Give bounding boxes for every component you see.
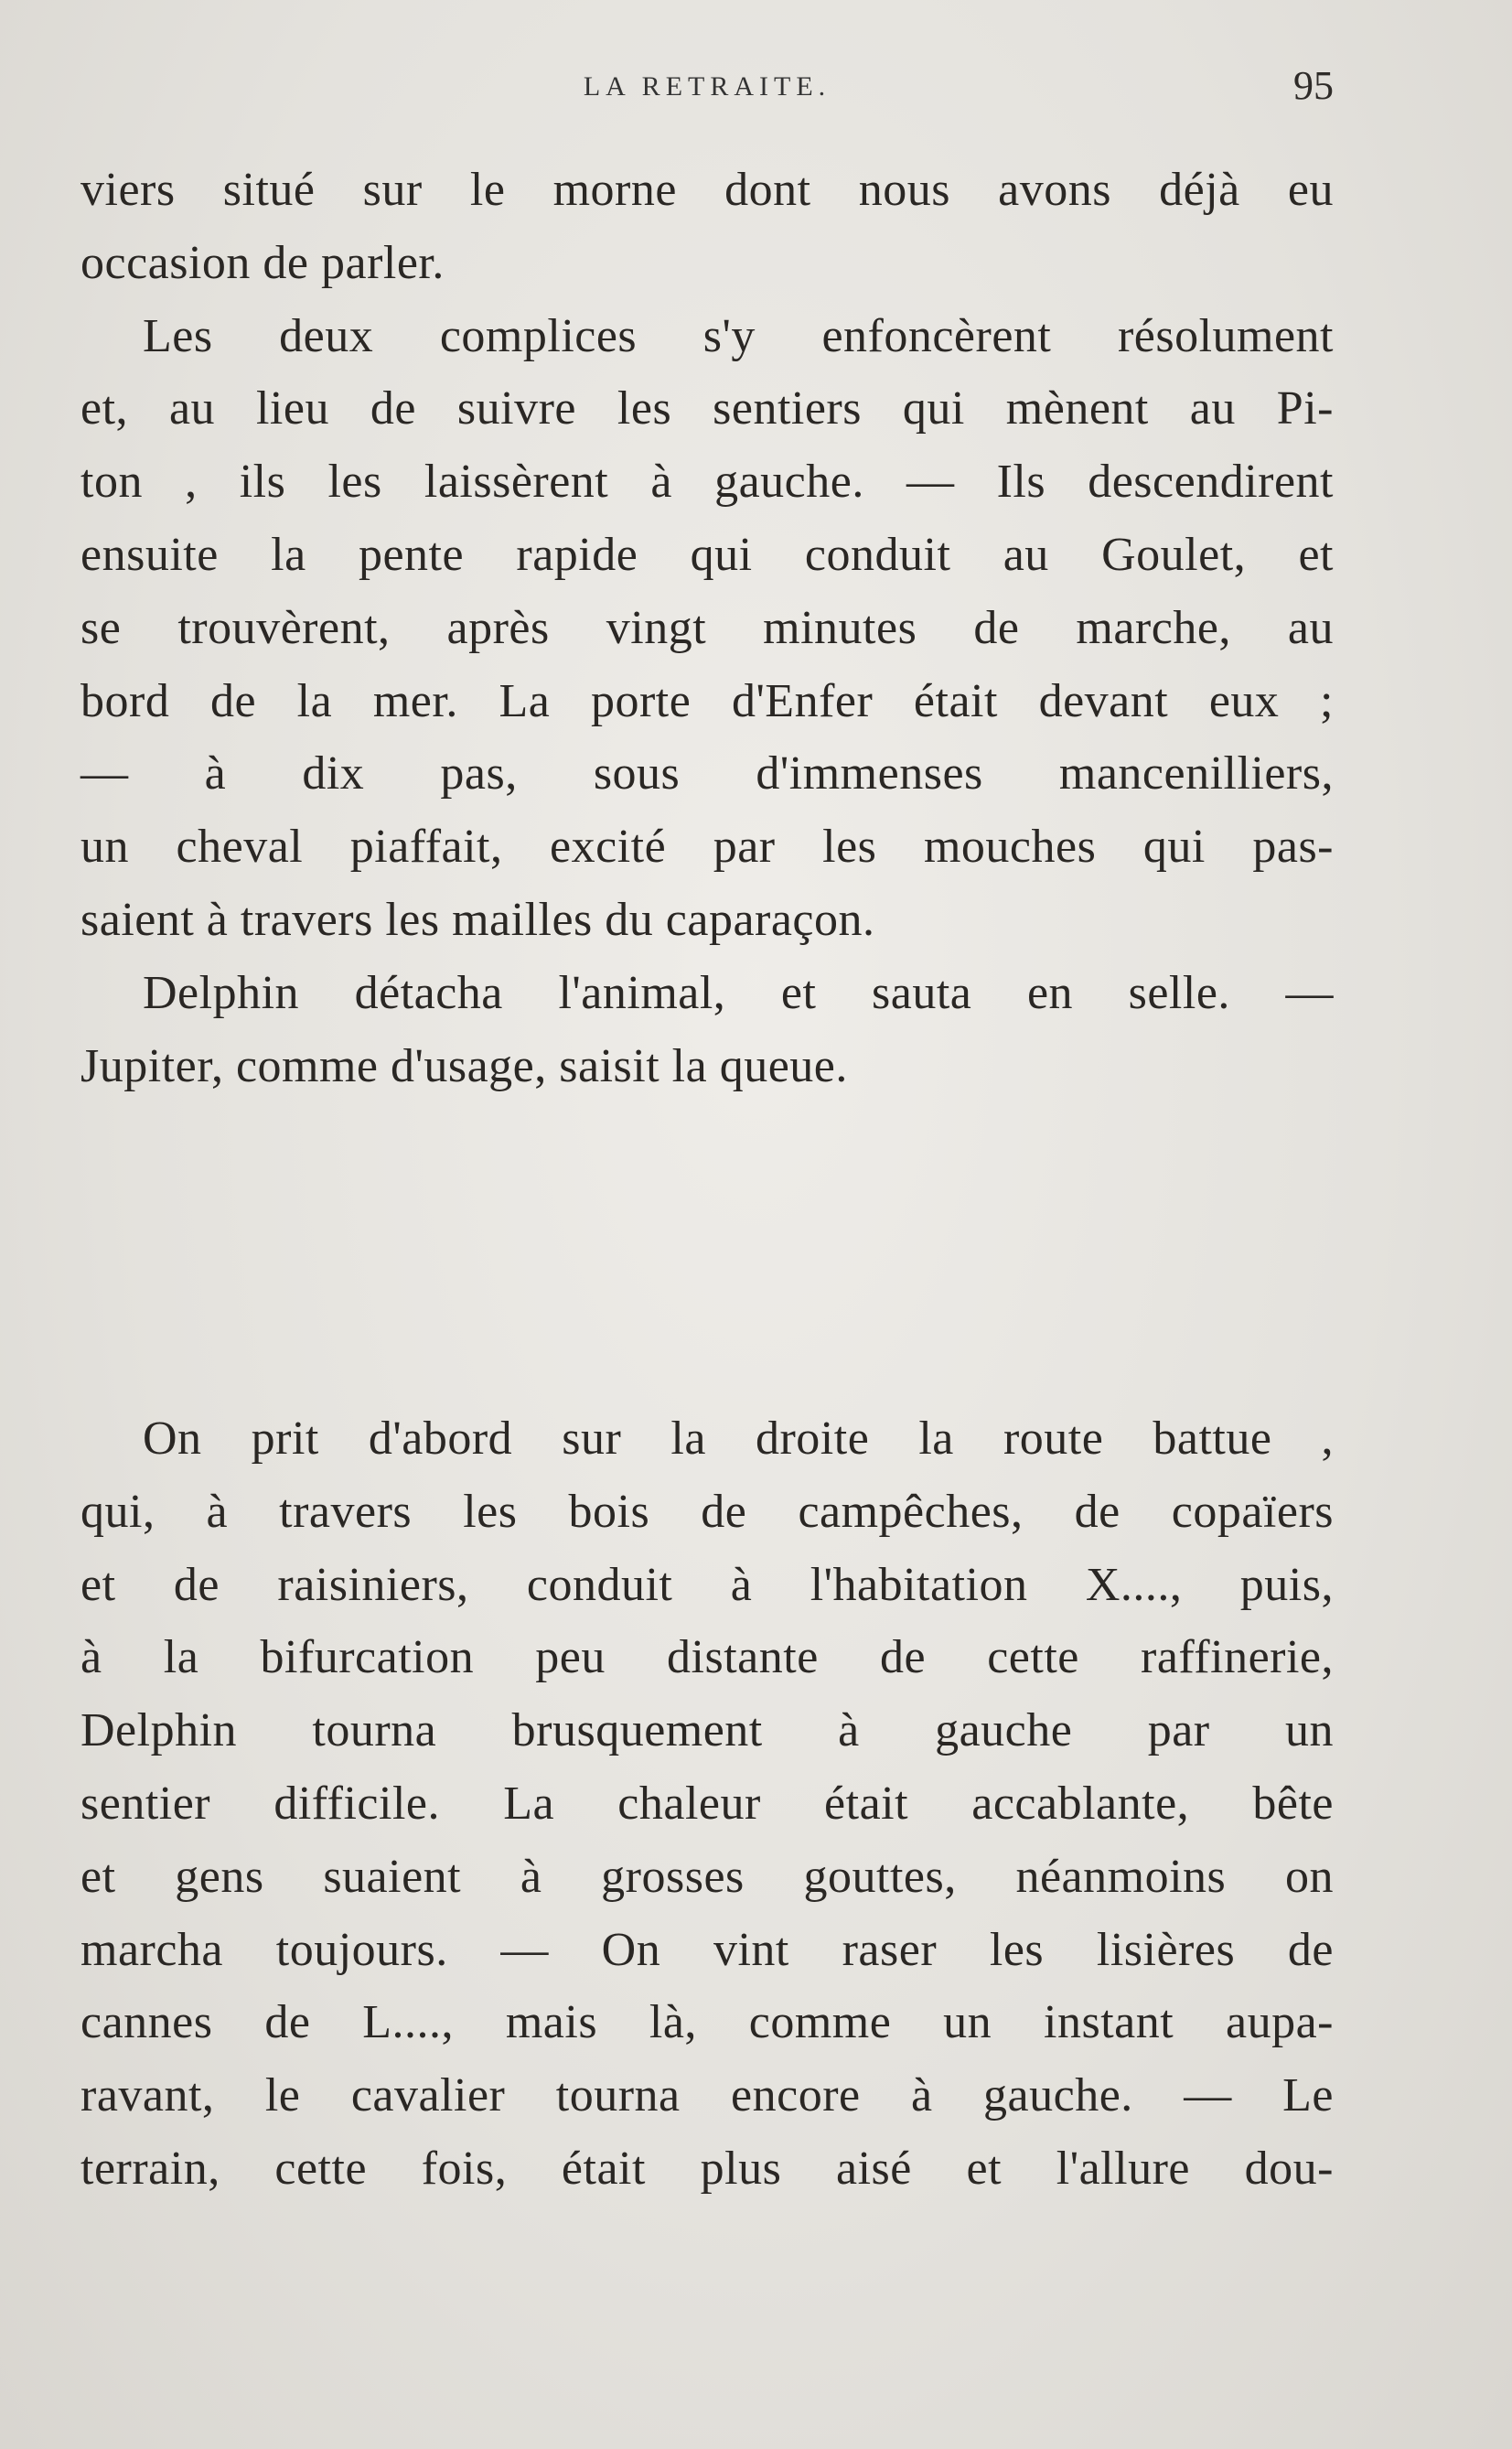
text-line: Jupiter, comme d'usage, saisit la queue.	[80, 1039, 848, 1092]
text-line: et, au lieu de suivre les sentiers qui mènent au Pi-	[80, 382, 1334, 435]
text-block-bottom	[80, 1402, 1334, 2206]
text-line: Delphin détacha l'animal, et sauta en selle. —	[143, 966, 1334, 1019]
text-line: ensuite la pente rapide qui conduit au Goulet, et	[80, 528, 1334, 581]
text-line: à la bifurcation peu distante de cette raffinerie,	[80, 1631, 1334, 1684]
text-line: terrain, cette fois, était plus aisé et l'allure dou-	[80, 2142, 1334, 2195]
text-line: Les deux complices s'y enfoncèrent résolument	[143, 309, 1334, 362]
text-line: saient à travers les mailles du caparaçon.	[80, 893, 875, 946]
text-line: ton , ils les laissèrent à gauche. — Ils descendirent	[80, 456, 1334, 509]
text-line: un cheval piaffait, excité par les mouches qui pas-	[80, 821, 1334, 874]
text-line: viers situé sur le morne dont nous avons déjà eu	[80, 164, 1334, 216]
text-line: bord de la mer. La porte d'Enfer était devant eux ;	[80, 674, 1334, 727]
text-line: ravant, le cavalier tourna encore à gauche. — Le	[80, 2069, 1334, 2122]
page-header	[80, 62, 1334, 117]
text-line: cannes de L...., mais là, comme un instant aupa-	[80, 1996, 1334, 2049]
text-block-top	[80, 154, 1334, 1102]
text-line: se trouvèrent, après vingt minutes de marche, au	[80, 601, 1334, 654]
text-line: qui, à travers les bois de campêches, de copaïers	[80, 1485, 1334, 1538]
text-line: Delphin tourna brusquement à gauche par un	[80, 1704, 1334, 1757]
text-line: — à dix pas, sous d'immenses mancenilliers,	[80, 747, 1334, 800]
text-line: marcha toujours. — On vint raser les lisières de	[80, 1923, 1334, 1976]
text-line: On prit d'abord sur la droite la route battue ,	[143, 1412, 1334, 1465]
text-line: occasion de parler.	[80, 236, 445, 289]
text-line: et gens suaient à grosses gouttes, néanmoins on	[80, 1850, 1334, 1903]
page-number: 95	[1293, 63, 1334, 108]
text-line: sentier difficile. La chaleur était accablante, bête	[80, 1777, 1334, 1830]
text-line: et de raisiniers, conduit à l'habitation X...., puis,	[80, 1558, 1334, 1611]
running-title: LA RETRAITE.	[583, 71, 831, 102]
